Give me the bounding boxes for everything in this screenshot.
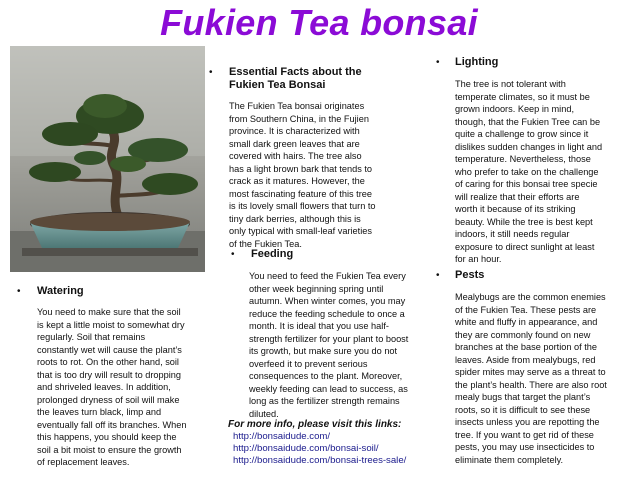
- text-line: mealy bugs that target the plant’s: [455, 392, 591, 402]
- page-title: Fukien Tea bonsai: [160, 2, 478, 43]
- text-line: covered with hairs. The tree also: [229, 151, 362, 161]
- text-line: soil a bit moist to ensure the growth: [37, 444, 182, 455]
- text-line: only typical with small-leaf varieties: [229, 226, 372, 236]
- text-line: prolonged dryness of soil will make: [37, 394, 180, 405]
- essential-heading: [229, 66, 362, 92]
- text-line: You need to feed the Fukien Tea every: [249, 271, 406, 281]
- text-line: roots, so it is difficult to see these: [455, 404, 591, 415]
- text-line: autumn. When winter comes, you may: [249, 296, 406, 306]
- links-label: For more info, please visit this links:: [228, 419, 402, 430]
- text-line: of the Fukien Tea. These pests are: [455, 304, 597, 315]
- feeding-heading: Feeding: [251, 248, 294, 260]
- text-line: they are commonly found on new: [455, 329, 591, 340]
- text-line: regularly. Soil that remains: [37, 332, 146, 342]
- link-home[interactable]: http://bonsaidude.com/: [233, 431, 331, 442]
- bullet-feeding: •: [231, 249, 235, 260]
- text-line: of caring for this bonsai tree specie: [455, 179, 598, 189]
- text-line: quite a challenge to grow since it: [455, 129, 589, 139]
- essential-heading-line2: Fukien Tea Bonsai: [229, 79, 326, 91]
- text-line: has a light brown bark that tends to: [229, 163, 373, 174]
- text-line: beauty. While the tree is best kept: [455, 216, 593, 227]
- bonsai-photo: [10, 46, 205, 272]
- text-line: Mealybugs are the common enemies: [455, 292, 606, 302]
- text-line: insects unless you are repotting the: [455, 417, 600, 427]
- text-line: The tree is not tolerant with: [455, 79, 566, 89]
- text-line: of the Fukien Tea.: [229, 238, 302, 249]
- text-line: is its lovely small flowers that turn to: [229, 201, 376, 211]
- text-line: dislikes sudden changes in light and: [455, 141, 603, 152]
- text-line: and shriveled leaves. In addition,: [37, 382, 171, 392]
- feeding-body: [249, 270, 408, 420]
- text-line: spider mites may serve as a threat to: [455, 367, 606, 377]
- text-line: worth it because of its striking: [455, 204, 576, 214]
- text-line: for an hour.: [455, 254, 502, 264]
- text-line: The Fukien Tea bonsai originates: [229, 101, 365, 111]
- text-line: most fascinating feature of this tree: [229, 188, 372, 199]
- text-line: You need to make sure that the soil: [37, 307, 181, 317]
- text-line: its growth, but make sure you do not: [249, 346, 398, 356]
- link-bonsai-trees-sale[interactable]: http://bonsaidude.com/bonsai-trees-sale/: [233, 455, 407, 466]
- text-line: strength fertilizer for your plant to boost: [249, 333, 409, 344]
- lighting-heading: Lighting: [455, 56, 499, 68]
- text-line: temperature. Nevertheless, those: [455, 154, 591, 164]
- lighting-body: [455, 78, 602, 266]
- bullet-lighting: •: [436, 57, 440, 68]
- text-line: consequences to the plant. Moreover,: [249, 371, 403, 381]
- text-line: tiny dark berries, although this is: [229, 213, 361, 224]
- bullet-watering: •: [17, 286, 21, 297]
- bullet-essential: •: [209, 67, 213, 78]
- text-line: eliminate them completely.: [455, 454, 564, 465]
- link-bonsai-soil[interactable]: http://bonsaidude.com/bonsai-soil/: [233, 443, 379, 454]
- text-line: the plant’s health. There are also root: [455, 379, 607, 390]
- text-line: pests, you may use insecticides to: [455, 442, 595, 452]
- essential-heading-line1: Essential Facts about the: [229, 66, 362, 78]
- text-line: this happens, you should keep the: [37, 432, 177, 442]
- text-line: that is too dry will result to dropping: [37, 369, 182, 380]
- text-line: exposure to direct sunlight at least: [455, 241, 595, 252]
- text-line: will realize that their efforts are: [455, 191, 580, 202]
- text-line: crack as it matures. However, the: [229, 176, 365, 186]
- text-line: though, that the Fukien Tree can be: [455, 116, 601, 127]
- text-line: who prefer to take on the challenge: [455, 166, 599, 177]
- text-line: small dark green leaves that are: [229, 138, 360, 149]
- text-line: tree. If you want to get rid of these: [455, 429, 594, 440]
- text-line: indoors, it still needs regular: [455, 229, 570, 239]
- text-line: temperate climates, so it must be: [455, 91, 590, 102]
- text-line: roots to rot. On the other hand, soil: [37, 357, 179, 367]
- text-line: from Southern China, in the Fujien: [229, 113, 369, 124]
- text-line: leaves. Aside from mealybugs, red: [455, 354, 596, 365]
- pests-body: [455, 291, 607, 466]
- text-line: long as the fertilizer strength remains: [249, 396, 400, 406]
- text-line: reduce the feeding schedule to once a: [249, 308, 405, 319]
- text-line: weekly feeding can lead to success, as: [249, 383, 408, 394]
- watering-heading: Watering: [37, 285, 84, 297]
- text-line: branches at the base portion of the: [455, 342, 597, 352]
- essential-body: [229, 100, 376, 250]
- text-line: province. It is characterized with: [229, 126, 360, 136]
- text-line: the leaves turn black, limp and: [37, 407, 162, 417]
- text-line: constantly wet will cause the plant’s: [37, 344, 182, 355]
- text-line: month. It is ideal that you use half-: [249, 321, 389, 331]
- pests-heading: Pests: [455, 269, 485, 281]
- text-line: overfeed it to prevent serious: [249, 358, 368, 369]
- text-line: is kept a little moist to somewhat dry: [37, 319, 185, 330]
- watering-body: [37, 306, 186, 469]
- text-line: diluted.: [249, 408, 279, 419]
- text-line: grown indoors. Keep in mind,: [455, 104, 574, 114]
- text-line: other week beginning spring until: [249, 283, 384, 294]
- bullet-pests: •: [436, 270, 440, 281]
- text-line: of replacement leaves.: [37, 457, 130, 467]
- text-line: eventually fall off its branches. When: [37, 419, 187, 430]
- text-line: white and fluffy in appearance, and: [455, 317, 598, 327]
